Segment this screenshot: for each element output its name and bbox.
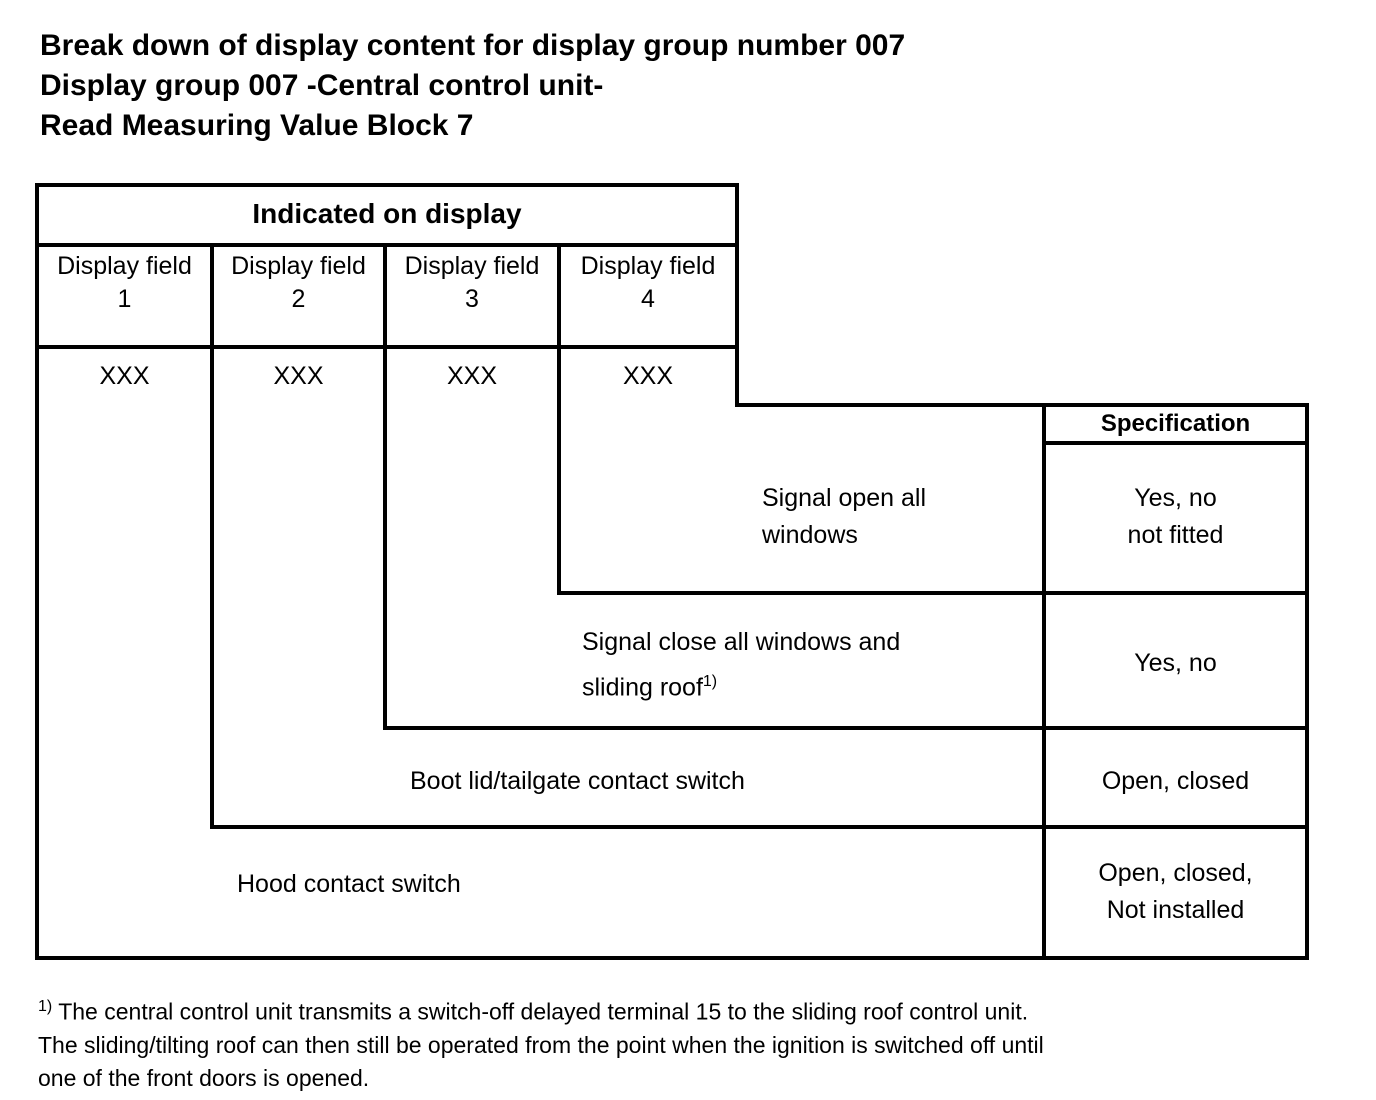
- row1-spec-line-2: not fitted: [1127, 521, 1224, 549]
- border-col1-divider: [210, 243, 214, 829]
- display-field-1-header: [39, 250, 210, 316]
- border-spec-header-bottom: [1042, 441, 1309, 445]
- page-title: [40, 26, 905, 146]
- row4-label: Hood contact switch: [237, 870, 461, 898]
- page-title-line-1: Break down of display content for display group number 007: [40, 29, 906, 62]
- display-field-3-number: 3: [465, 285, 479, 313]
- display-field-1-number: 1: [117, 285, 132, 313]
- display-field-2-label: Display field: [231, 252, 366, 280]
- page-title-line-2: Display group 007 -Central control unit-: [40, 69, 604, 102]
- border-step-top: [735, 403, 1309, 407]
- row1-label: [762, 480, 926, 554]
- row4-spec-value: [1046, 855, 1305, 929]
- display-field-1-value: XXX: [99, 362, 150, 390]
- row2-spec-value: Yes, no: [1134, 649, 1217, 677]
- footnote-marker: 1): [38, 998, 53, 1015]
- border-indicated-header-bottom: [35, 243, 739, 247]
- border-col2-divider: [383, 243, 387, 730]
- row3-spec-value: Open, closed: [1101, 767, 1250, 795]
- display-field-3-label: Display field: [404, 252, 540, 280]
- row4-spec-line-1: Open, closed,: [1098, 859, 1253, 887]
- footnote-line-1-text: The central control unit transmits a switch-off delayed terminal 15 to the sliding roof control unit.: [58, 998, 1029, 1025]
- row1-spec-value: [1046, 480, 1305, 554]
- border-row2-bottom: [383, 726, 1309, 730]
- row2-label-line-2: [582, 662, 900, 707]
- footnote-line-1: [38, 990, 1288, 1029]
- border-table-bottom: [35, 956, 1309, 960]
- display-field-2-number: 2: [291, 285, 306, 313]
- row2-label: [582, 622, 900, 707]
- row3-label: Boot lid/tailgate contact switch: [410, 767, 745, 795]
- border-field-header-bottom: [35, 345, 739, 349]
- display-field-4-value: XXX: [622, 362, 674, 390]
- indicated-on-display-header: Indicated on display: [252, 198, 522, 229]
- row2-label-line-2-text: sliding roof: [582, 673, 703, 702]
- row2-label-line-1: Signal close all windows and: [582, 628, 901, 656]
- row4-spec-line-2: Not installed: [1106, 896, 1245, 924]
- footnote-line-3: one of the front doors is opened.: [38, 1064, 370, 1091]
- display-field-4-header: [561, 250, 735, 316]
- footnote: [38, 990, 1288, 1095]
- row1-label-line-1: Signal open all: [762, 484, 927, 512]
- display-field-2-header: [214, 250, 383, 316]
- page-title-line-3: Read Measuring Value Block 7: [40, 109, 474, 142]
- row1-spec-line-1: Yes, no: [1134, 484, 1217, 512]
- border-row3-bottom: [210, 825, 1309, 829]
- border-table-top: [35, 183, 739, 187]
- border-table-right: [1305, 403, 1309, 960]
- row2-footnote-marker: 1): [702, 673, 718, 690]
- border-row1-bottom: [557, 591, 1309, 595]
- display-field-1-label: Display field: [57, 252, 192, 280]
- specification-header: Specification: [1100, 410, 1251, 437]
- display-field-3-header: [387, 250, 557, 316]
- display-field-3-value: XXX: [446, 362, 498, 390]
- display-field-4-label: Display field: [580, 252, 716, 280]
- row1-label-line-2: windows: [762, 521, 858, 549]
- footnote-line-2: The sliding/tilting roof can then still be operated from the point when the ignition is switched off until: [38, 1031, 1044, 1058]
- display-field-2-value: XXX: [273, 362, 324, 390]
- display-field-4-number: 4: [641, 285, 655, 313]
